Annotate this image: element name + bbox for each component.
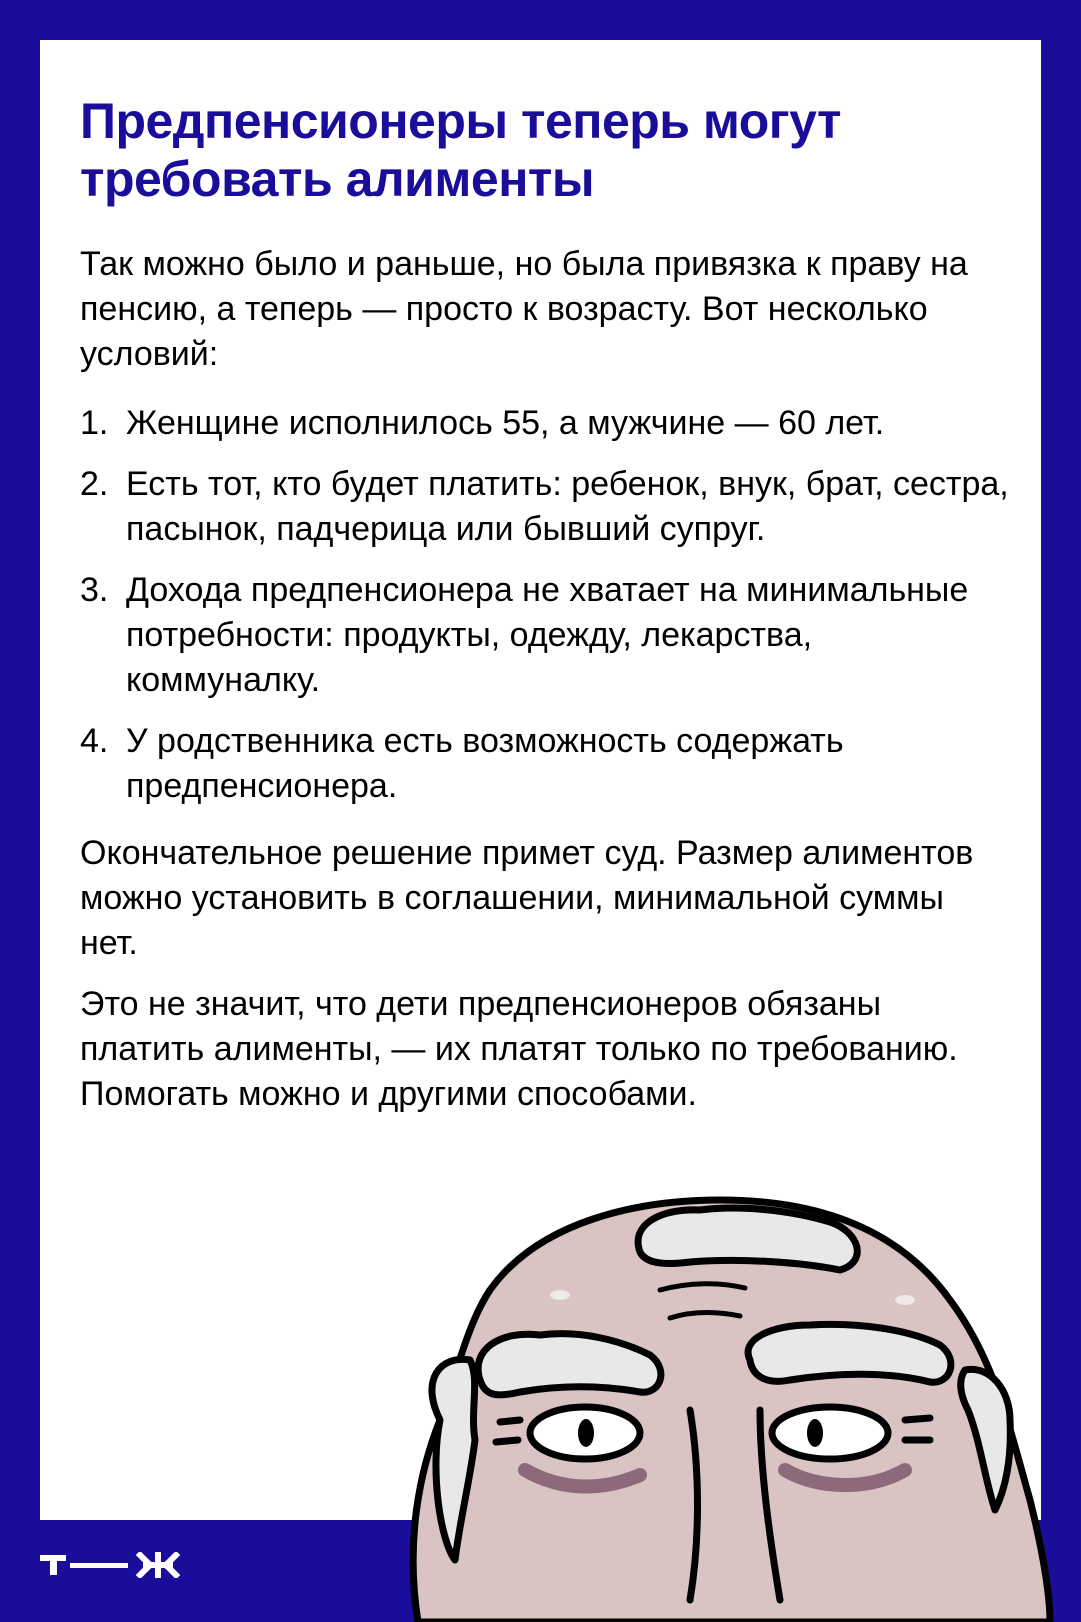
list-item: [80, 568, 1010, 703]
note-paragraph: Это не значит, что дети предпенсионеров обязаны платить алименты, — их платят только по требованию. Помогать можно и другими способами.: [80, 985, 958, 1113]
article-body: [80, 92, 1010, 1117]
list-item-text: У родственника есть возможность содержать предпенсионера.: [126, 722, 844, 805]
content-card: [40, 40, 1041, 1520]
list-item-text: Дохода предпенсионера не хватает на минимальные потребности: продукты, одежду, лекарства, коммуналку.: [126, 571, 969, 699]
intro-paragraph: Так можно было и раньше, но была привязка к праву на пенсию, а теперь — просто к возрасту. Вот несколько условий:: [80, 245, 968, 373]
list-item-number: 1.: [80, 404, 109, 442]
list-item: [80, 401, 1010, 446]
list-item-number: 4.: [80, 722, 109, 760]
list-item-text: Есть тот, кто будет платить: ребенок, внук, брат, сестра, пасынок, падчерица или бывший супруг.: [126, 465, 1009, 548]
list-item: [80, 462, 1010, 552]
list-item-number: 2.: [80, 465, 109, 503]
list-item-text: Женщине исполнилось 55, а мужчине — 60 лет.: [126, 404, 885, 442]
list-item: [80, 719, 1010, 809]
page-title: Предпенсионеры теперь могут требовать алименты: [80, 93, 842, 207]
list-item-number: 3.: [80, 571, 109, 609]
brand-logo: [40, 1552, 188, 1578]
decision-paragraph: Окончательное решение примет суд. Размер алиментов можно установить в соглашении, минимальной суммы нет.: [80, 834, 974, 962]
conditions-list: [80, 401, 1010, 809]
